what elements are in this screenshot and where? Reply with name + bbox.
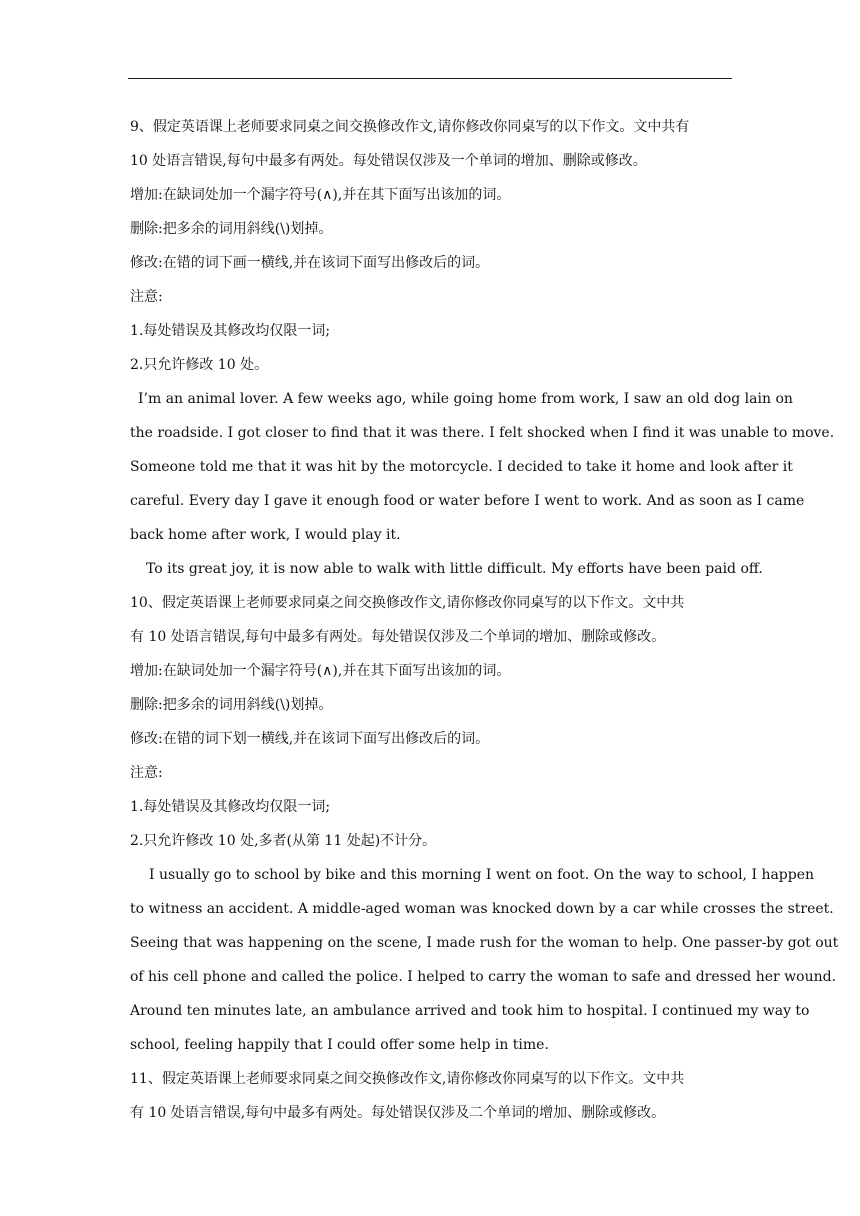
question-10-note-1: 1.每处错误及其修改均仅限一词; <box>130 799 331 815</box>
question-9-passage-line-3: Someone told me that it was hit by the motorcycle. I decided to take it home and look after it <box>130 459 793 475</box>
question-10-rule-delete: 删除:把多余的词用斜线(\)划掉。 <box>130 697 333 713</box>
question-10-passage-line-6: school, feeling happily that I could offer some help in time. <box>130 1037 549 1053</box>
question-9-note-title: 注意: <box>130 289 163 305</box>
question-10-note-title: 注意: <box>130 765 163 781</box>
question-9-passage-line-1: I’m an animal lover. A few weeks ago, while going home from work, I saw an old dog lain on <box>138 391 793 407</box>
question-9-passage-line-2: the roadside. I got closer to find that it was there. I felt shocked when I find it was unable to move. <box>130 425 835 441</box>
question-9-note-1: 1.每处错误及其修改均仅限一词; <box>130 323 331 339</box>
question-10-rule-add: 增加:在缺词处加一个漏字符号(∧),并在其下面写出该加的词。 <box>130 663 511 679</box>
question-9-note-2: 2.只允许修改 10 处。 <box>130 357 269 373</box>
question-11-instruction-line-2: 有 10 处语言错误,每句中最多有两处。每处错误仅涉及二个单词的增加、删除或修改。 <box>130 1105 666 1121</box>
question-10-passage-line-3: Seeing that was happening on the scene, I made rush for the woman to help. One passer-by got out <box>130 935 839 951</box>
header-rule <box>128 78 732 79</box>
question-10-passage-line-2: to witness an accident. A middle-aged woman was knocked down by a car while crosses the street. <box>130 901 834 917</box>
question-9-instruction-line-2: 10 处语言错误,每句中最多有两处。每处错误仅涉及一个单词的增加、删除或修改。 <box>130 153 647 169</box>
question-10-passage-line-1: I usually go to school by bike and this morning I went on foot. On the way to school, I happen <box>149 867 815 883</box>
question-10-instruction-line-1: 10、假定英语课上老师要求同桌之间交换修改作文,请你修改你同桌写的以下作文。文中共 <box>130 595 685 611</box>
question-10-rule-modify: 修改:在错的词下划一横线,并在该词下面写出修改后的词。 <box>130 731 490 747</box>
question-11 <box>130 1062 730 1130</box>
question-10-passage-line-5: Around ten minutes late, an ambulance arrived and took him to hospital. I continued my way to <box>130 1003 810 1019</box>
question-10 <box>130 586 839 1062</box>
document-body <box>130 110 839 1130</box>
question-9-rule-delete: 删除:把多余的词用斜线(\)划掉。 <box>130 221 333 237</box>
question-10-passage-line-4: of his cell phone and called the police. I helped to carry the woman to safe and dressed her wound. <box>130 969 837 985</box>
question-10-instruction-line-2: 有 10 处语言错误,每句中最多有两处。每处错误仅涉及二个单词的增加、删除或修改。 <box>130 629 666 645</box>
question-9 <box>130 110 835 586</box>
question-9-rule-modify: 修改:在错的词下画一横线,并在该词下面写出修改后的词。 <box>130 255 490 271</box>
question-9-instruction-line-1: 9、假定英语课上老师要求同桌之间交换修改作文,请你修改你同桌写的以下作文。文中共有 <box>130 119 690 135</box>
question-9-passage-line-4: careful. Every day I gave it enough food or water before I went to work. And as soon as I came <box>130 493 805 509</box>
question-10-note-2: 2.只允许修改 10 处,多者(从第 11 处起)不计分。 <box>130 833 437 849</box>
question-9-passage-line-5: back home after work, I would play it. <box>130 527 401 543</box>
question-9-passage-line-6: To its great joy, it is now able to walk with little difficult. My efforts have been paid off. <box>146 561 763 577</box>
question-11-instruction-line-1: 11、假定英语课上老师要求同桌之间交换修改作文,请你修改你同桌写的以下作文。文中共 <box>130 1071 685 1087</box>
question-9-rule-add: 增加:在缺词处加一个漏字符号(∧),并在其下面写出该加的词。 <box>130 187 511 203</box>
